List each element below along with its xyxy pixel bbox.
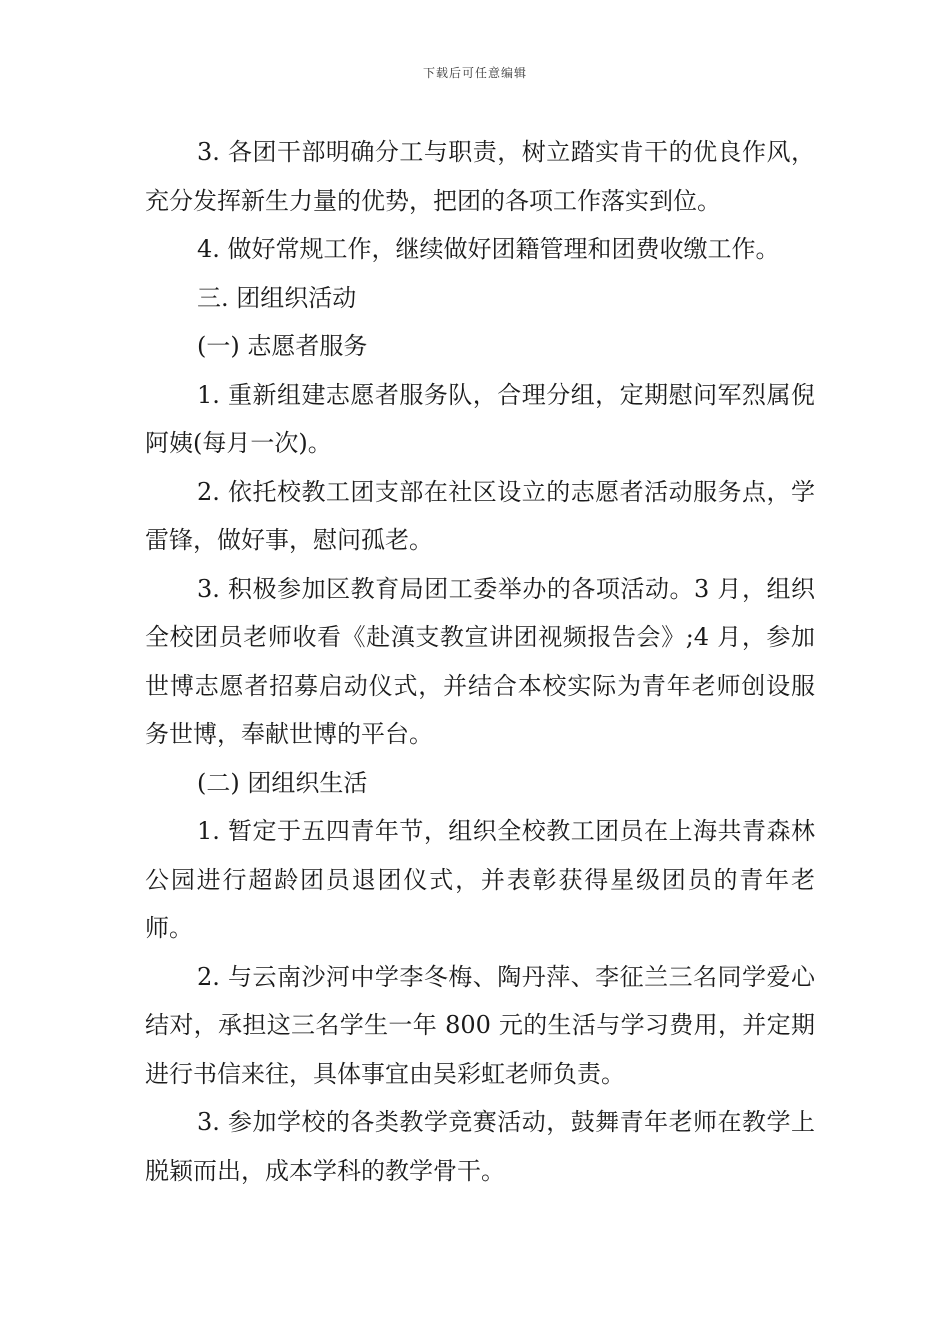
paragraph-league-life-3: 3. 参加学校的各类教学竞赛活动，鼓舞青年老师在教学上脱颖而出，成本学科的教学骨干。 bbox=[145, 1108, 815, 1185]
paragraph-volunteer-2: 2. 依托校教工团支部在社区设立的志愿者活动服务点，学雷锋，做好事，慰问孤老。 bbox=[145, 477, 815, 554]
paragraph-volunteer-3: 3. 积极参加区教育局团工委举办的各项活动。3 月，组织全校团员老师收看《赴滇支教宣讲团视频报告会》;4 月，参加世博志愿者招募启动仪式，并结合本校实际为青年老师创设服务世博，奉献世博的平台。 bbox=[145, 574, 815, 748]
paragraph-volunteer-1: 1. 重新组建志愿者服务队，合理分组，定期慰问军烈属倪阿姨(每月一次)。 bbox=[145, 380, 815, 457]
document-body bbox=[145, 128, 815, 1195]
paragraph-league-life-2: 2. 与云南沙河中学李冬梅、陶丹萍、李征兰三名同学爱心结对，承担这三名学生一年 800 元的生活与学习费用，并定期进行书信来往，具体事宜由吴彩虹老师负责。 bbox=[145, 962, 815, 1088]
subsection-heading-volunteer: (一) 志愿者服务 bbox=[197, 332, 368, 360]
paragraph-3-cadre-duties: 3. 各团干部明确分工与职责，树立踏实肯干的优良作风，充分发挥新生力量的优势，把团的各项工作落实到位。 bbox=[145, 138, 815, 215]
page-header: 下载后可任意编辑 bbox=[422, 66, 527, 80]
paragraph-league-life-1: 1. 暂定于五四青年节，组织全校教工团员在上海共青森林公园进行超龄团员退团仪式，并表彰获得星级团员的青年老师。 bbox=[145, 817, 815, 942]
subsection-heading-league-life: (二) 团组织生活 bbox=[197, 768, 368, 797]
section-heading-activities: 三. 团组织活动 bbox=[197, 283, 357, 312]
paragraph-4-routine-work: 4. 做好常规工作，继续做好团籍管理和团费收缴工作。 bbox=[197, 235, 780, 263]
